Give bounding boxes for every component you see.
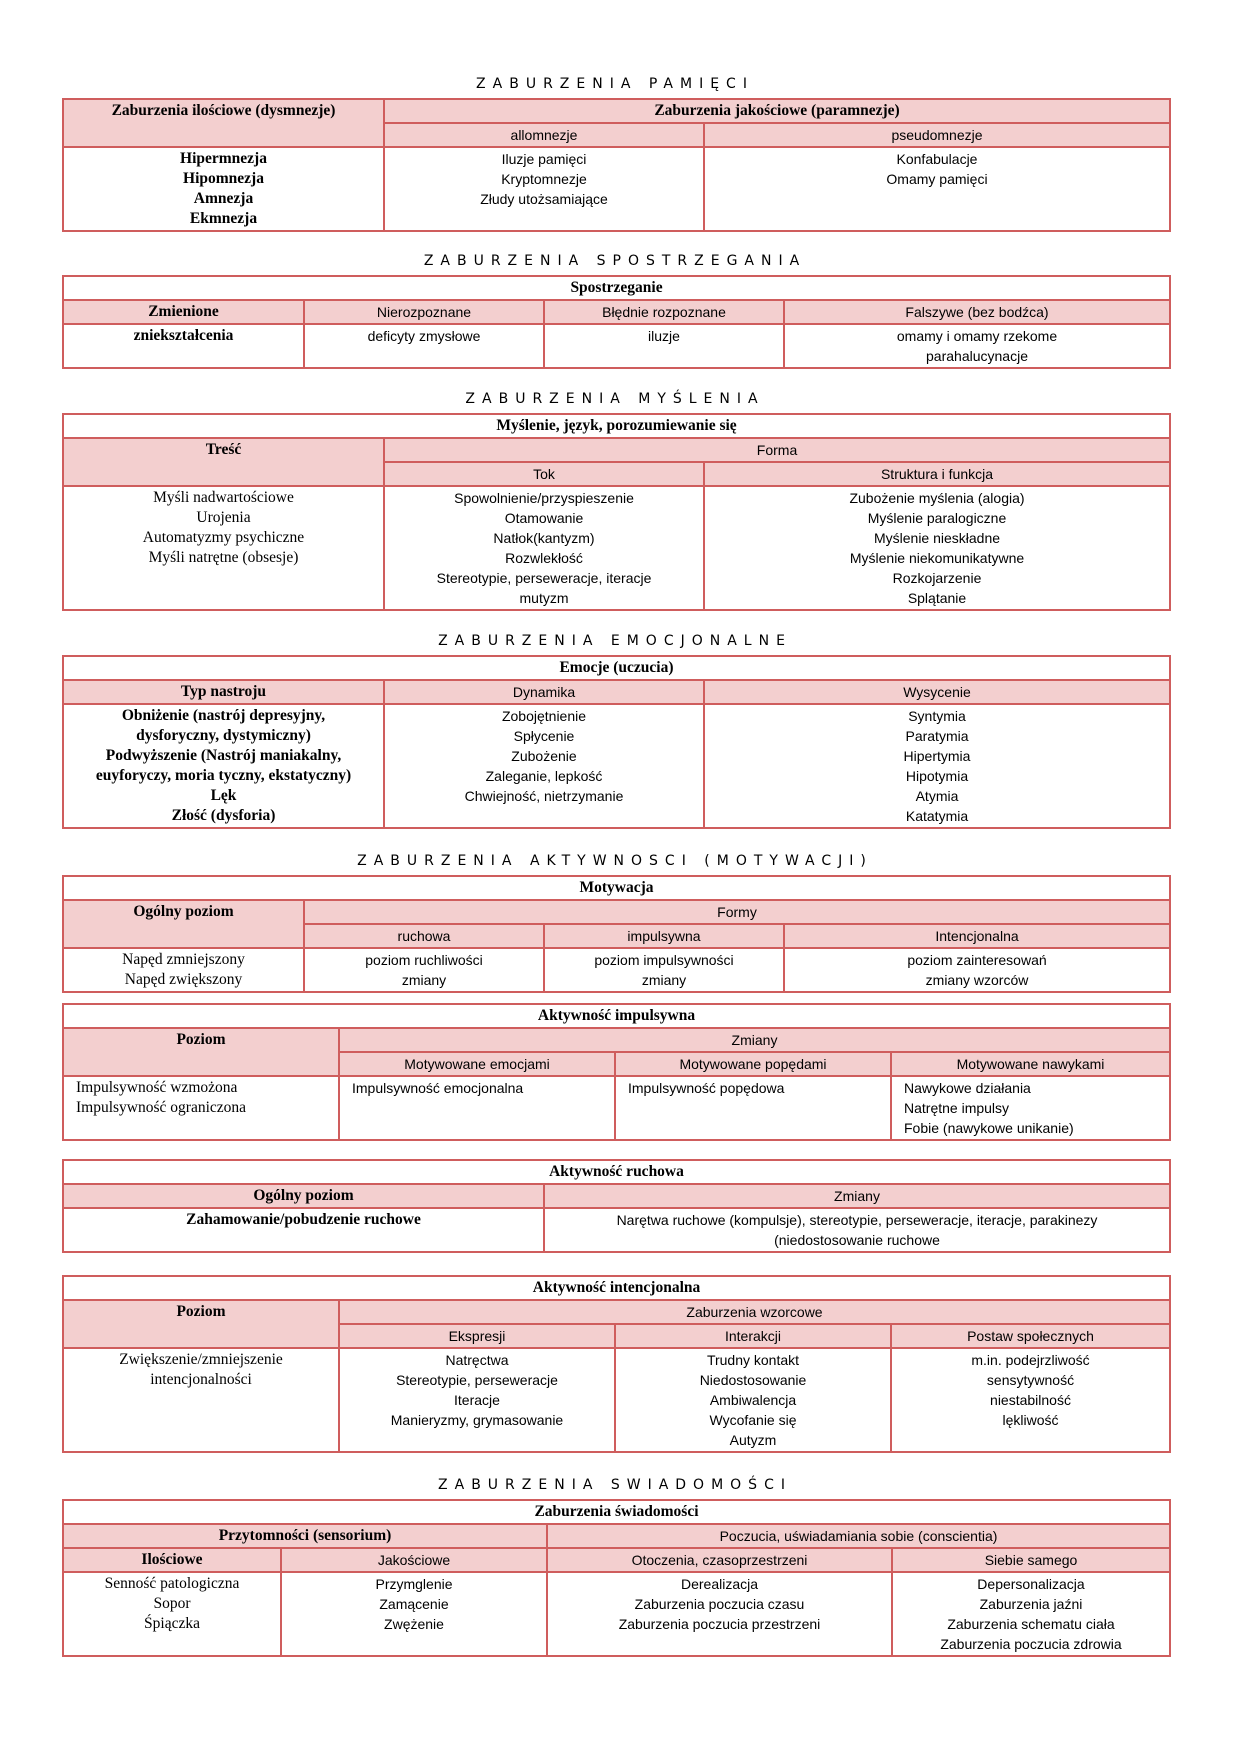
memory-qual-header: Zaburzenia jakościowe (paramnezje) bbox=[384, 99, 1170, 123]
emotion-saturation-header: Wysycenie bbox=[704, 680, 1170, 704]
list-item: Obniżenie (nastrój depresyjny, bbox=[121, 707, 326, 724]
section-title-memory: ZABURZENIA PAMIĘCI bbox=[476, 76, 754, 92]
thinking-structure-header: Struktura i funkcja bbox=[704, 462, 1170, 486]
motivation-col-list bbox=[784, 948, 1170, 992]
section-title-perception: ZABURZENIA SPOSTRZEGANIA bbox=[423, 253, 807, 269]
list-item: Splątanie bbox=[907, 590, 967, 606]
list-item: Fobie (nawykowe unikanie) bbox=[904, 1120, 1074, 1136]
list-item: Myślenie niekomunikatywne bbox=[849, 550, 1025, 566]
list-item: zmiany wzorców bbox=[925, 972, 1029, 988]
list-item: Paratymia bbox=[905, 728, 969, 744]
list-item: Otamowanie bbox=[504, 510, 584, 526]
memory-allo-list bbox=[384, 147, 704, 231]
consciousness-col-list bbox=[547, 1572, 892, 1656]
impulsive-changes-header: Zmiany bbox=[339, 1028, 1170, 1052]
section-title-activity: ZABURZENIA AKTYWNOSCI (MOTYWACJI) bbox=[357, 853, 873, 869]
list-item: Zwiększenie/zmniejszenie bbox=[119, 1351, 283, 1368]
list-item: Ekmnezja bbox=[189, 210, 258, 227]
list-item: Depersonalizacja bbox=[977, 1576, 1085, 1592]
motivation-table bbox=[62, 875, 1171, 993]
intentional-main-header: Aktywność intencjonalna bbox=[63, 1276, 1170, 1300]
list-item: Niedostosowanie bbox=[699, 1372, 807, 1388]
emotion-mood-list bbox=[63, 704, 384, 828]
intentional-col-list bbox=[615, 1348, 891, 1452]
memory-allo-header: allomnezje bbox=[384, 123, 704, 147]
emotion-table bbox=[62, 655, 1171, 829]
intentional-col-list bbox=[891, 1348, 1170, 1452]
list-item: Zaburzenia schematu ciała bbox=[947, 1616, 1115, 1632]
list-item: poziom impulsywności bbox=[594, 952, 734, 968]
list-item: Chwiejność, nietrzymanie bbox=[464, 788, 624, 804]
list-item: Impulsywność wzmożona bbox=[76, 1079, 238, 1096]
list-item: Natrętne impulsy bbox=[904, 1100, 1010, 1116]
intentional-pattern-header: Zaburzenia wzorcowe bbox=[339, 1300, 1170, 1324]
list-item: lękliwość bbox=[1002, 1412, 1059, 1428]
perception-value: deficyty zmysłowe bbox=[304, 324, 544, 368]
list-item: zmiany bbox=[641, 972, 687, 988]
list-item: Kryptomnezje bbox=[501, 171, 587, 187]
list-item: zmiany bbox=[401, 972, 447, 988]
intentional-col-header: Interakcji bbox=[615, 1324, 891, 1348]
list-item: Zaburzenia jaźni bbox=[979, 1596, 1083, 1612]
list-item: Atymia bbox=[915, 788, 959, 804]
list-item: Zaburzenia poczucia przestrzeni bbox=[618, 1616, 821, 1632]
consciousness-main-header: Zaburzenia świadomości bbox=[63, 1500, 1170, 1524]
list-item: Syntymia bbox=[908, 708, 966, 724]
list-item: Zubożenie myślenia (alogia) bbox=[849, 490, 1025, 506]
list-item: Rozwlekłość bbox=[505, 550, 583, 566]
perception-main-header: Spostrzeganie bbox=[63, 276, 1170, 300]
list-item: Myślenie paralogiczne bbox=[867, 510, 1007, 526]
memory-pseudo-list bbox=[704, 147, 1170, 231]
thinking-content-header: Treść bbox=[63, 438, 384, 486]
memory-quant-list bbox=[63, 147, 384, 231]
list-item: euyforyczy, moria tyczny, ekstatyczny) bbox=[95, 767, 352, 784]
memory-pseudo-header: pseudomnezje bbox=[704, 123, 1170, 147]
list-item: Stereotypie, perseweracje bbox=[396, 1372, 558, 1388]
section-title-thinking: ZABURZENIA MYŚLENIA bbox=[465, 391, 765, 407]
list-item: Natręctwa bbox=[445, 1352, 509, 1368]
list-item: m.in. podejrzliwość bbox=[971, 1352, 1090, 1368]
perception-col-header: Falszywe (bez bodźca) bbox=[784, 300, 1170, 324]
impulsive-col-header: Motywowane nawykami bbox=[891, 1052, 1170, 1076]
impulsive-col-list bbox=[615, 1076, 891, 1140]
list-item: Zaburzenia poczucia czasu bbox=[634, 1596, 805, 1612]
section-title-consciousness: ZABURZENIA SWIADOMOŚCI bbox=[438, 1477, 792, 1493]
list-item: Ambiwalencja bbox=[709, 1392, 797, 1408]
emotion-dynamics-list bbox=[384, 704, 704, 828]
list-item: Iteracje bbox=[454, 1392, 500, 1408]
list-item: niestabilność bbox=[990, 1392, 1071, 1408]
consciousness-col-header: Jakościowe bbox=[281, 1548, 547, 1572]
motor-level-header: Ogólny poziom bbox=[63, 1184, 544, 1208]
list-item: Podwyższenie (Nastrój maniakalny, bbox=[105, 747, 342, 764]
emotion-mood-header: Typ nastroju bbox=[63, 680, 384, 704]
thinking-table bbox=[62, 413, 1171, 611]
impulsive-level-header: Poziom bbox=[63, 1028, 339, 1076]
motor-changes-header: Zmiany bbox=[544, 1184, 1170, 1208]
consciousness-col-header: Siebie samego bbox=[892, 1548, 1170, 1572]
motivation-level-header: Ogólny poziom bbox=[63, 900, 304, 948]
emotion-dynamics-header: Dynamika bbox=[384, 680, 704, 704]
list-item: Hipertymia bbox=[903, 748, 971, 764]
impulsive-main-header: Aktywność impulsywna bbox=[63, 1004, 1170, 1028]
consciousness-conscientia-header: Poczucia, uświadamiania sobie (conscientia) bbox=[547, 1524, 1170, 1548]
impulsive-col-list bbox=[891, 1076, 1170, 1140]
list-item: intencjonalności bbox=[150, 1371, 252, 1388]
thinking-form-header: Forma bbox=[384, 438, 1170, 462]
motivation-level-list bbox=[63, 948, 304, 992]
perception-col-header: Błędnie rozpoznane bbox=[544, 300, 784, 324]
list-item: Senność patologiczna bbox=[104, 1575, 240, 1592]
list-item: Złudy utożsamiające bbox=[480, 191, 608, 207]
intentional-table bbox=[62, 1275, 1171, 1453]
list-item: Impulsywność emocjonalna bbox=[352, 1080, 524, 1096]
list-item: Lęk bbox=[210, 787, 237, 804]
list-item: Myślenie nieskładne bbox=[873, 530, 1001, 546]
impulsive-col-header: Motywowane popędami bbox=[615, 1052, 891, 1076]
motor-table bbox=[62, 1159, 1171, 1253]
memory-table bbox=[62, 98, 1171, 232]
impulsive-level-list bbox=[63, 1076, 339, 1140]
motivation-col-header: Intencjonalna bbox=[784, 924, 1170, 948]
motor-main-header: Aktywność ruchowa bbox=[63, 1160, 1170, 1184]
motivation-col-header: ruchowa bbox=[304, 924, 544, 948]
list-item: poziom ruchliwości bbox=[365, 952, 483, 968]
list-item: Derealizacja bbox=[680, 1576, 759, 1592]
section-title-emotion: ZABURZENIA EMOCJONALNE bbox=[438, 633, 792, 649]
impulsive-table bbox=[62, 1003, 1171, 1141]
list-item: Złość (dysforia) bbox=[171, 807, 276, 824]
consciousness-col-list bbox=[281, 1572, 547, 1656]
list-item: Hipotymia bbox=[905, 768, 969, 784]
thinking-flow-list bbox=[384, 486, 704, 610]
consciousness-sensorium-header: Przytomności (sensorium) bbox=[63, 1524, 547, 1548]
list-item: Stereotypie, perseweracje, iteracje bbox=[436, 570, 652, 586]
thinking-main-header: Myślenie, język, porozumiewanie się bbox=[63, 414, 1170, 438]
motor-level-value: Zahamowanie/pobudzenie ruchowe bbox=[63, 1208, 544, 1252]
list-item: Hipermnezja bbox=[180, 150, 267, 167]
perception-col-header: Nierozpoznane bbox=[304, 300, 544, 324]
list-item: Zaburzenia poczucia zdrowia bbox=[940, 1636, 1122, 1652]
list-item: Omamy pamięci bbox=[886, 171, 988, 187]
motor-changes-value: Narętwa ruchowe (kompulsje), stereotypie, perseweracje, iteracje, parakinezy (niedostosowanie ruchowe bbox=[544, 1208, 1170, 1252]
intentional-col-header: Ekspresji bbox=[339, 1324, 615, 1348]
list-item: poziom zainteresowań bbox=[907, 952, 1047, 968]
emotion-saturation-list bbox=[704, 704, 1170, 828]
list-item: Automatyzmy psychiczne bbox=[142, 529, 305, 546]
list-item: Katatymia bbox=[905, 808, 969, 824]
list-item: Trudny kontakt bbox=[706, 1352, 800, 1368]
list-item: Natłok(kantyzm) bbox=[493, 530, 595, 546]
list-item: Spowolnienie/przyspieszenie bbox=[454, 490, 634, 506]
list-item: Śpiączka bbox=[144, 1615, 200, 1632]
list-item: dysforyczny, dystymiczny) bbox=[136, 727, 311, 744]
consciousness-col-header: Ilościowe bbox=[63, 1548, 281, 1572]
motivation-forms-header: Formy bbox=[304, 900, 1170, 924]
motivation-col-header: impulsywna bbox=[544, 924, 784, 948]
emotion-main-header: Emocje (uczucia) bbox=[63, 656, 1170, 680]
motivation-col-list bbox=[304, 948, 544, 992]
list-item: Rozkojarzenie bbox=[892, 570, 982, 586]
thinking-flow-header: Tok bbox=[384, 462, 704, 486]
list-item: Urojenia bbox=[196, 509, 251, 526]
motivation-col-list bbox=[544, 948, 784, 992]
memory-quant-header: Zaburzenia ilościowe (dysmnezje) bbox=[63, 99, 384, 147]
list-item: Napęd zwiększony bbox=[124, 971, 243, 988]
list-item: Spłycenie bbox=[513, 728, 575, 744]
list-item: Wycofanie się bbox=[709, 1412, 797, 1428]
list-item: Impulsywność ograniczona bbox=[76, 1099, 247, 1116]
list-item: Myśli natrętne (obsesje) bbox=[148, 549, 299, 566]
thinking-structure-list bbox=[704, 486, 1170, 610]
perception-col-header: Zmienione bbox=[63, 300, 304, 324]
intentional-level-header: Poziom bbox=[63, 1300, 339, 1348]
consciousness-col-header: Otoczenia, czasoprzestrzeni bbox=[547, 1548, 892, 1572]
list-item: Napęd zmniejszony bbox=[122, 951, 245, 968]
intentional-col-header: Postaw społecznych bbox=[891, 1324, 1170, 1348]
perception-value: omamy i omamy rzekome parahalucynacje bbox=[784, 324, 1170, 368]
list-item: Zamącenie bbox=[379, 1596, 449, 1612]
list-item: Konfabulacje bbox=[896, 151, 978, 167]
list-item: Zwężenie bbox=[384, 1616, 444, 1632]
consciousness-col-list bbox=[63, 1572, 281, 1656]
list-item: Myśli nadwartościowe bbox=[153, 489, 294, 506]
list-item: mutyzm bbox=[519, 590, 569, 606]
list-item: Manieryzmy, grymasowanie bbox=[390, 1412, 564, 1428]
list-item: Impulsywność popędowa bbox=[628, 1080, 785, 1096]
list-item: Zaleganie, lepkość bbox=[485, 768, 603, 784]
motivation-main-header: Motywacja bbox=[63, 876, 1170, 900]
list-item: Zubożenie bbox=[511, 748, 577, 764]
list-item: Hipomnezja bbox=[183, 170, 264, 187]
thinking-content-list bbox=[63, 486, 384, 610]
consciousness-table bbox=[62, 1499, 1171, 1657]
list-item: Sopor bbox=[153, 1595, 191, 1612]
list-item: Amnezja bbox=[193, 190, 254, 207]
list-item: Autyzm bbox=[729, 1432, 777, 1448]
perception-value: zniekształcenia bbox=[63, 324, 304, 368]
impulsive-col-header: Motywowane emocjami bbox=[339, 1052, 615, 1076]
intentional-col-list bbox=[339, 1348, 615, 1452]
list-item: sensytywność bbox=[986, 1372, 1075, 1388]
intentional-level-list bbox=[63, 1348, 339, 1452]
list-item: Nawykowe działania bbox=[904, 1080, 1031, 1096]
list-item: Przymglenie bbox=[375, 1576, 453, 1592]
list-item: Zobojętnienie bbox=[501, 708, 587, 724]
consciousness-col-list bbox=[892, 1572, 1170, 1656]
list-item: Iluzje pamięci bbox=[501, 151, 587, 167]
impulsive-col-list bbox=[339, 1076, 615, 1140]
perception-value: iluzje bbox=[544, 324, 784, 368]
perception-table bbox=[62, 275, 1171, 369]
